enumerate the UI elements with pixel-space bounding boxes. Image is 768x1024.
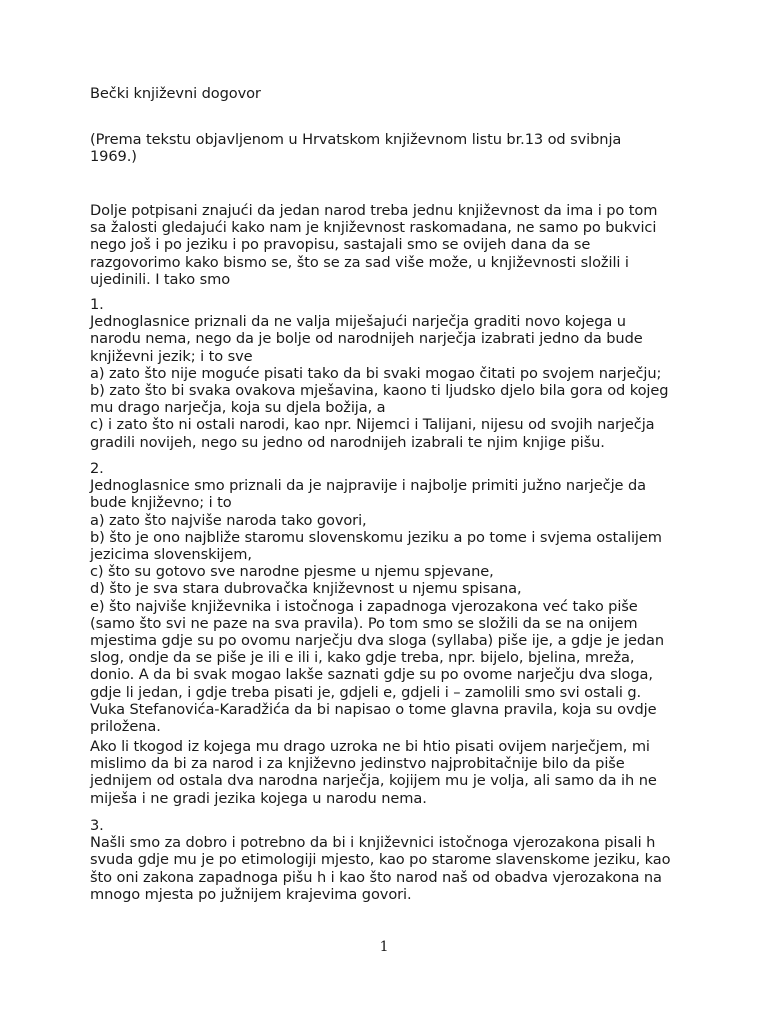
intro-paragraph: Dolje potpisani znajući da jedan narod treba jednu književnost da ima i po tom sa žalosti gledajući kako nam je književnost raskomadana, ne samo po bukvici nego još i po jeziku i po pravopisu, sastajali smo se ovijeh dana da se razgovorimo kako bismo se, što se za sad više može, u književnosti složili i ujedinili. I tako smo: [90, 202, 658, 288]
document-title: Bečki književni dogovor: [90, 85, 261, 102]
page-number: 1: [379, 939, 389, 955]
section-1: 1. Jednoglasnice priznali da ne valja miješajući narječja graditi novo kojega u narodu nema, nego da je bolje od narodnijeh narječja izabrati jedno da bude književni jezik; i to sve a) zato što nije moguće pisati tako da bi svaki mogao čitati po svojem narječju; b) zato što bi svaka ovakova mješavina, kaono ti ljudsko djelo bila gora od kojeg mu drago narječja, koja su djela božija, a c) i zato što ni ostali narodi, kao npr. Nijemci i Talijani, nijesu od svojih narječja gradili novijeh, nego su jedno od narodnijeh izabrali te njim knjige pišu.: [90, 296, 669, 451]
section-2: 2. Jednoglasnice smo priznali da je najpravije i najbolje primiti južno narječje da bude književno; i to a) zato što najviše naroda tako govori, b) što je ono najbliže staromu slovenskomu jeziku a po tome i svjema ostalijem jezicima slovenskijem, c) što su gotovo sve narodne pjesme u njemu spjevane, d) što je sva stara dubrovačka književnost u njemu spisana, e) što najviše književnika i istočnoga i zapadnoga vjerozakona već tako piše (samo što svi ne paze na sva pravila). Po tom smo se složili da se na onijem mjestima gdje su po ovomu narječju dva sloga (syllaba) piše ije, a gdje je jedan slog, ondje da se piše je ili e ili i, kako gdje treba, npr. bijelo, bjelina, mreža, donio. A da bi svak mogao lakše saznati gdje su po ovome narječju dva sloga, gdje li jedan, i gdje treba pisati je, gdjeli e, gdjeli i – zamolili smo svi ostali g. Vuka Stefanovića-Karadžića da bi napisao o tome glavna pravila, koja su ovdje priložena.: [90, 460, 665, 736]
alternative-dialect-paragraph: Ako li tkogod iz kojega mu drago uzroka ne bi htio pisati ovijem narječjem, mi mislimo da bi za narod i za književno jedinstvo najprobitačnije bilo da piše jednijem od ostala dva narodna narječja, kojijem mu je volja, ali samo da ih ne miješa i ne gradi jezika kojega u narodu nema.: [90, 738, 657, 807]
source-note: (Prema tekstu objavljenom u Hrvatskom književnom listu br.13 od svibnja 1969.): [90, 131, 622, 166]
section-3: 3. Našli smo za dobro i potrebno da bi i književnici istočnoga vjerozakona pisali h svuda gdje mu je po etimologiji mjesto, kao po starome slavenskome jeziku, kao što oni zakona zapadnoga pišu h i kao što narod naš od obadva vjerozakona na mnogo mjesta po južnijem krajevima govori.: [90, 817, 671, 903]
